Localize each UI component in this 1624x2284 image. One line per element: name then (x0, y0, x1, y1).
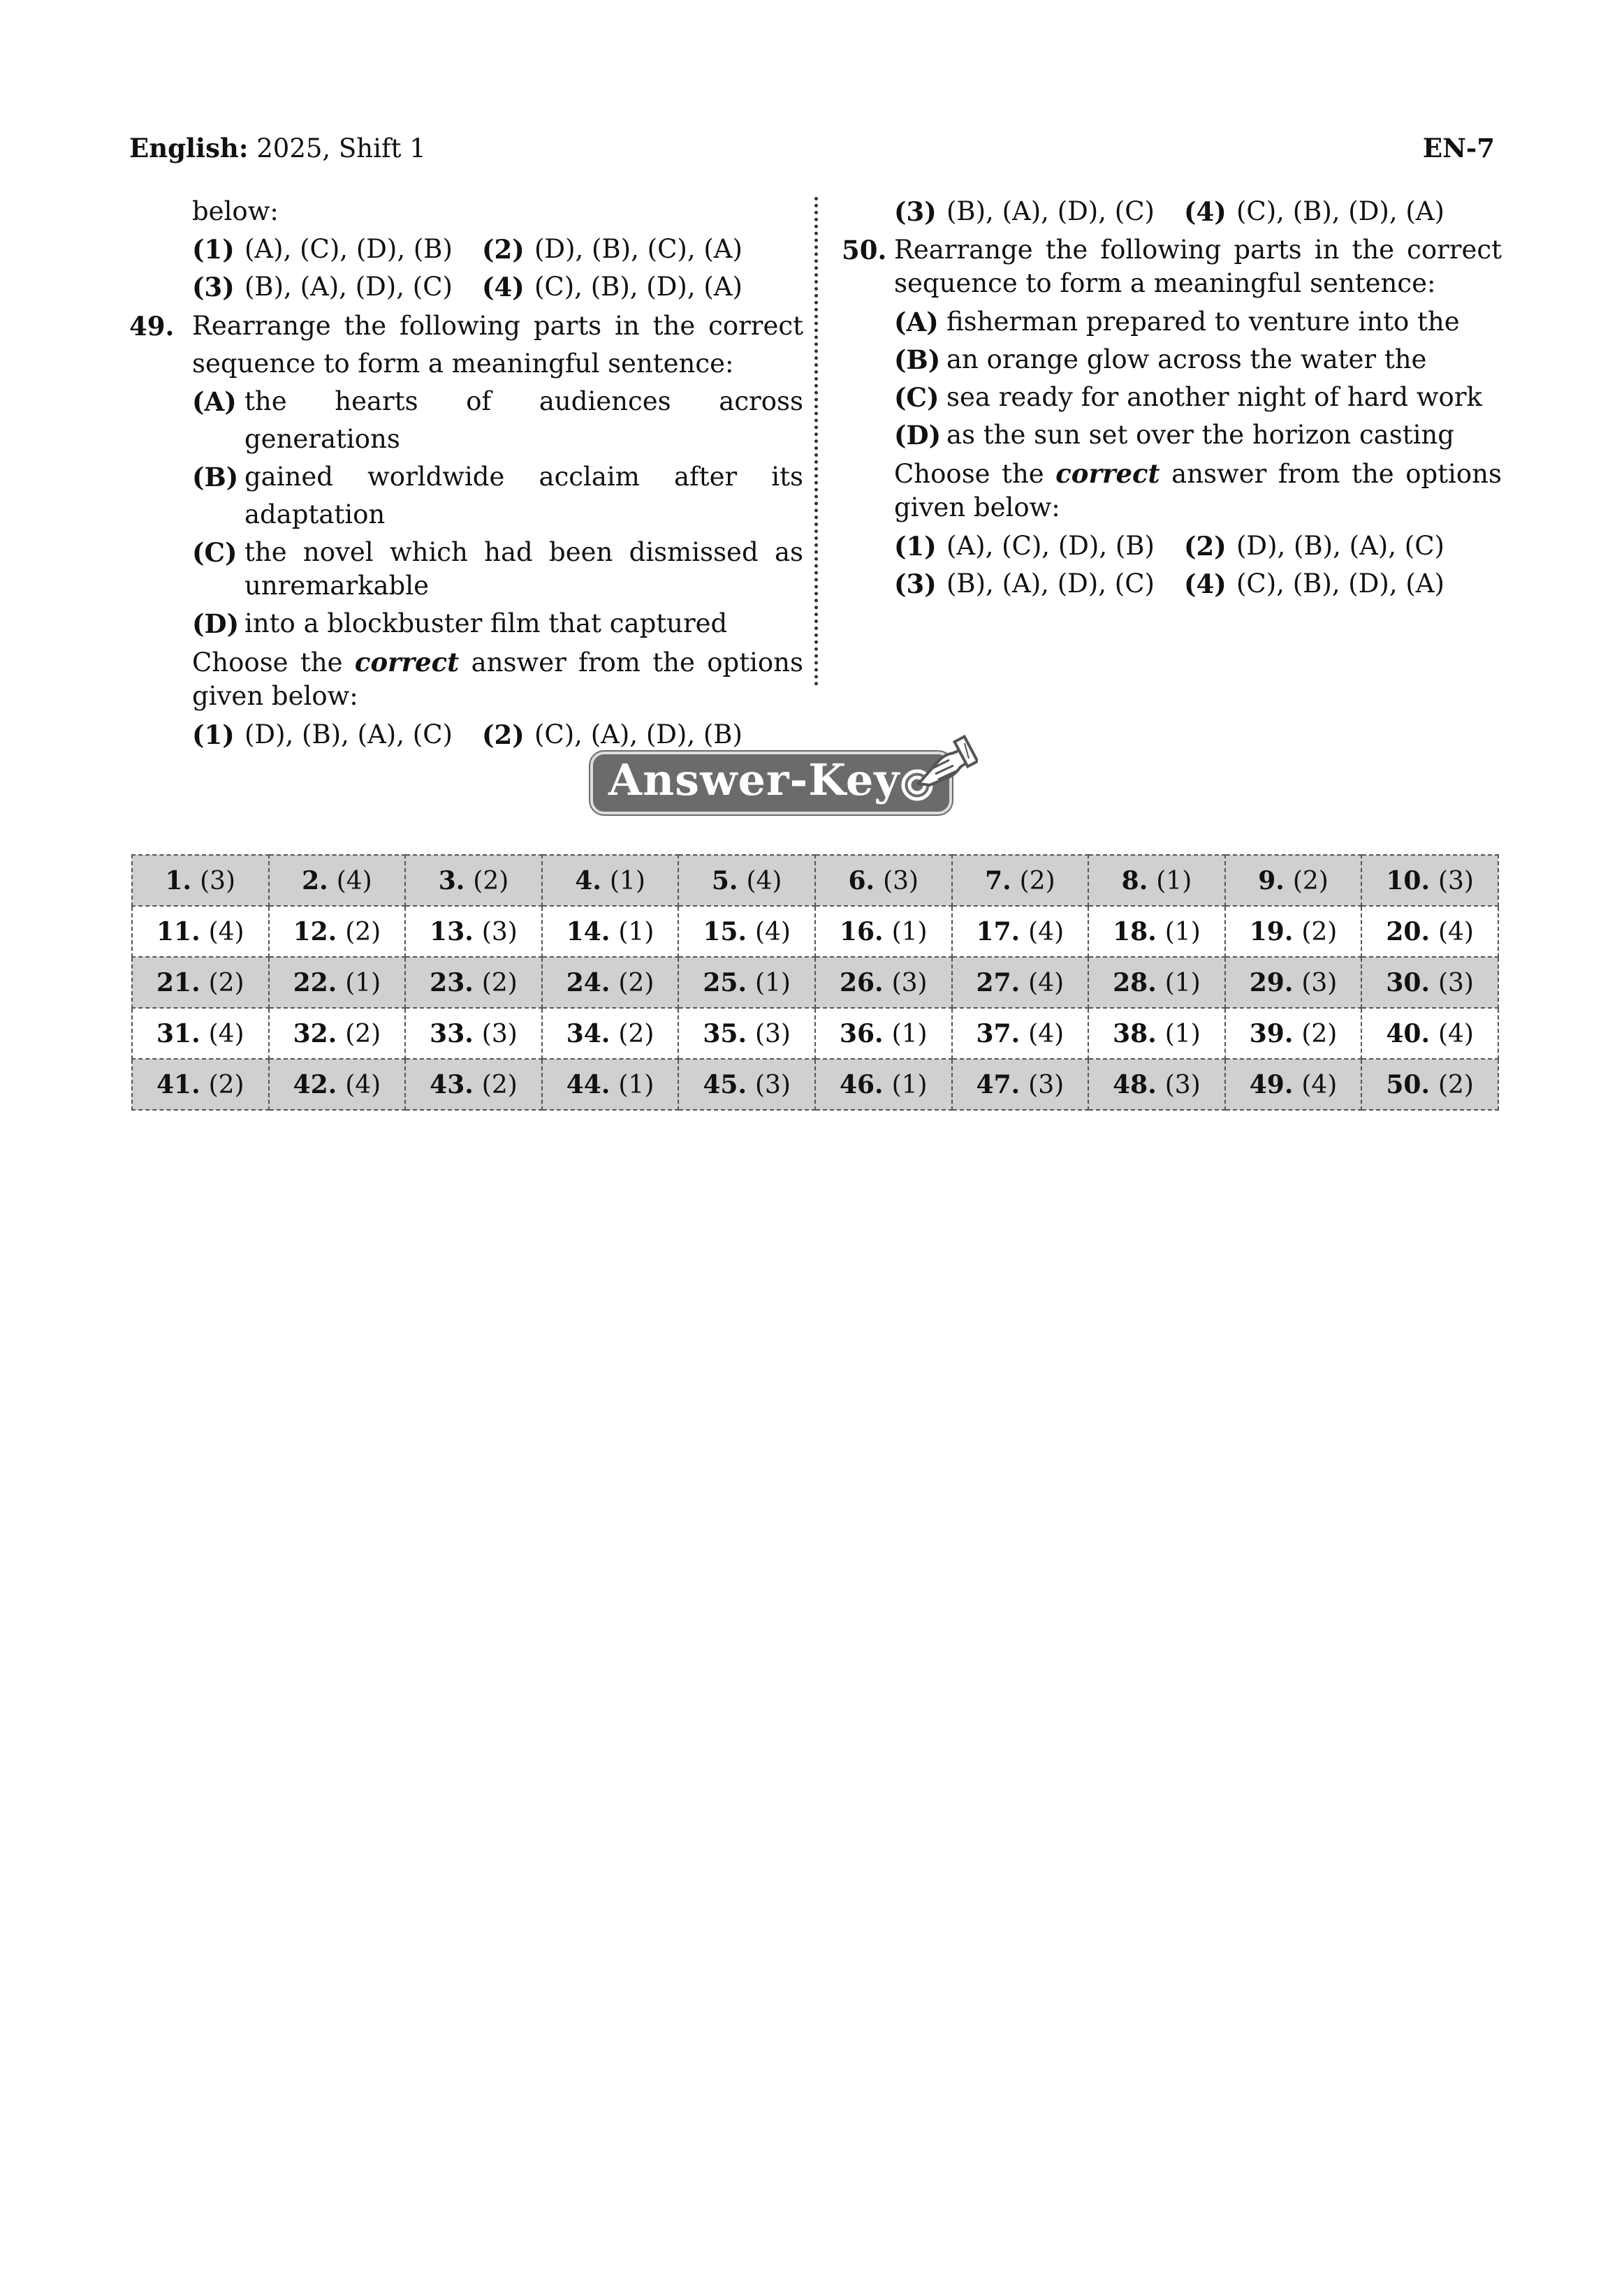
answer-number: 17. (976, 916, 1021, 946)
pointing-hand-icon (891, 718, 978, 802)
answer-number: 10. (1386, 865, 1430, 895)
answer-number: 46. (839, 1069, 884, 1099)
answer-number: 41. (156, 1069, 200, 1099)
question-50 (842, 233, 1502, 300)
answer-number: 22. (293, 967, 337, 997)
answer-cell (1361, 906, 1498, 957)
answer-cell (678, 1059, 815, 1110)
option: (1) (A), (C), (D), (B) (192, 234, 453, 265)
answer-number: 11. (156, 916, 200, 946)
answer-number: 37. (976, 1018, 1021, 1048)
part-a: (A) the hearts of audiences across generations (192, 386, 803, 454)
answer-cell (542, 957, 679, 1008)
option: (4) (C), (B), (D), (A) (482, 272, 742, 302)
answer-value: (2) (618, 968, 654, 997)
answer-value: (4) (746, 866, 782, 895)
answer-cell (815, 1059, 952, 1110)
answer-number: 7. (985, 865, 1011, 895)
answer-cell (269, 855, 406, 906)
answer-value: (4) (1028, 1019, 1065, 1048)
answer-cell (1088, 957, 1225, 1008)
answer-cell (952, 906, 1089, 957)
part-c: (C) sea ready for another night of hard work (894, 382, 1482, 413)
answer-value: (3) (754, 1070, 791, 1099)
answer-cell (542, 1008, 679, 1059)
answer-cell (542, 1059, 679, 1110)
answer-cell (132, 957, 269, 1008)
part-c-line1: the novel which had been dismissed as (244, 537, 803, 567)
table-row (132, 906, 1498, 957)
answer-value: (4) (1028, 917, 1065, 946)
answer-cell (1088, 1008, 1225, 1059)
answer-number: 12. (293, 916, 337, 946)
answer-value: (3) (754, 1019, 791, 1048)
answer-value: (4) (1438, 917, 1474, 946)
options-row (842, 527, 1502, 565)
answer-number: 49. (1249, 1069, 1294, 1099)
answer-number: 28. (1113, 967, 1157, 997)
answer-number: 1. (165, 865, 192, 895)
option: (3) (B), (A), (D), (C) (894, 569, 1155, 599)
answer-value: (2) (208, 968, 244, 997)
answer-number: 9. (1258, 865, 1285, 895)
answer-number: 50. (1386, 1069, 1430, 1099)
answer-cell (678, 1008, 815, 1059)
answer-cell (678, 855, 815, 906)
answer-cell (952, 1059, 1089, 1110)
table-row (132, 957, 1498, 1008)
answer-cell (815, 957, 952, 1008)
answer-number: 24. (566, 967, 610, 997)
answer-number: 39. (1249, 1018, 1294, 1048)
answer-cell (1361, 957, 1498, 1008)
question-text: Rearrange the following parts in the correct sequence to form a meaningful sentence: (192, 311, 803, 379)
answer-value: (2) (618, 1019, 654, 1048)
answer-number: 5. (711, 865, 738, 895)
answer-number: 6. (848, 865, 875, 895)
page-code: EN-7 (1422, 133, 1495, 163)
answer-cell (815, 1008, 952, 1059)
answer-number: 21. (156, 967, 200, 997)
answer-value: (1) (618, 917, 654, 946)
answer-cell (132, 855, 269, 906)
answer-cell (815, 855, 952, 906)
answer-number: 42. (293, 1069, 337, 1099)
part-c-line2: unremarkable (244, 571, 429, 601)
answer-number: 20. (1386, 916, 1430, 946)
answer-cell (269, 1059, 406, 1110)
answer-number: 27. (976, 967, 1021, 997)
answer-value: (4) (345, 1070, 381, 1099)
question-text: Rearrange the following parts in the correct sequence to form a meaningful sentence: (894, 235, 1502, 298)
answer-value: (3) (891, 968, 928, 997)
answer-cell (405, 1008, 542, 1059)
instruction: Choose the correct answer from the options given below: (894, 458, 1502, 522)
answer-number: 23. (430, 967, 474, 997)
question-number: 50. (842, 235, 887, 265)
answer-number: 35. (703, 1018, 747, 1048)
answer-cell (269, 906, 406, 957)
answer-number: 2. (302, 865, 328, 895)
table-row (132, 855, 1498, 906)
answer-number: 31. (156, 1018, 200, 1048)
answer-cell (1361, 1008, 1498, 1059)
answer-value: (2) (208, 1070, 244, 1099)
answer-key-banner (590, 718, 967, 812)
answer-value: (1) (1164, 917, 1201, 946)
answer-value: (4) (336, 866, 372, 895)
answer-value: (3) (200, 866, 236, 895)
options-row (842, 565, 1502, 603)
answer-value: (1) (1164, 1019, 1201, 1048)
answer-value: (2) (1301, 1019, 1338, 1048)
answer-number: 34. (566, 1018, 610, 1048)
answer-number: 18. (1113, 916, 1157, 946)
answer-value: (1) (609, 866, 645, 895)
answer-number: 8. (1121, 865, 1148, 895)
answer-cell (1225, 906, 1362, 957)
subject-label: English: (129, 133, 249, 163)
part-b: (B) gained worldwide acclaim after its adaptation (192, 462, 803, 529)
answer-cell (405, 1059, 542, 1110)
page-header-title (129, 133, 426, 163)
answer-value: (2) (345, 1019, 381, 1048)
carry-over-text: below: (192, 196, 279, 226)
option: (3) (B), (A), (D), (C) (894, 196, 1155, 227)
answer-value: (2) (1301, 917, 1338, 946)
answer-cell (952, 1008, 1089, 1059)
answer-value: (1) (345, 968, 381, 997)
instruction: Choose the correct answer from the options given below: (192, 647, 803, 711)
answer-number: 48. (1113, 1069, 1157, 1099)
answer-value: (3) (481, 917, 518, 946)
answer-cell (405, 957, 542, 1008)
answer-cell (678, 957, 815, 1008)
answer-value: (1) (891, 1019, 928, 1048)
part-c: (C) the novel which had been dismissed as unremarkable (129, 536, 803, 603)
answer-number: 29. (1249, 967, 1294, 997)
answer-cell (542, 855, 679, 906)
part-b: (B) an orange glow across the water the (894, 344, 1427, 375)
answer-value: (1) (891, 1070, 928, 1099)
right-column (842, 193, 1502, 603)
answer-value: (3) (883, 866, 919, 895)
answer-cell (269, 957, 406, 1008)
option: (2) (D), (B), (A), (C) (1184, 531, 1444, 562)
answer-cell (542, 906, 679, 957)
answer-value: (1) (1164, 968, 1201, 997)
answer-cell (132, 1059, 269, 1110)
answer-value: (4) (754, 917, 791, 946)
answer-cell (815, 906, 952, 957)
answer-value: (3) (1438, 866, 1474, 895)
options-row (129, 268, 803, 306)
answer-number: 30. (1386, 967, 1430, 997)
answer-cell (132, 906, 269, 957)
answer-value: (1) (754, 968, 791, 997)
option: (4) (C), (B), (D), (A) (1184, 569, 1444, 599)
answer-value: (4) (1301, 1070, 1338, 1099)
answer-number: 3. (438, 865, 465, 895)
answer-value: (4) (1028, 968, 1065, 997)
question-49 (129, 307, 803, 383)
answer-value: (2) (473, 866, 509, 895)
options-row (129, 230, 803, 268)
answer-cell (952, 957, 1089, 1008)
answer-value: (3) (1164, 1070, 1201, 1099)
answer-key-table (131, 854, 1499, 1111)
answer-value: (2) (345, 917, 381, 946)
column-divider (814, 197, 818, 686)
session-label: 2025, Shift 1 (256, 133, 426, 163)
answer-value: (1) (1156, 866, 1192, 895)
table-row (132, 1059, 1498, 1110)
answer-number: 36. (839, 1018, 884, 1048)
answer-number: 40. (1386, 1018, 1430, 1048)
option: (2) (C), (A), (D), (B) (482, 719, 742, 750)
answer-number: 32. (293, 1018, 337, 1048)
answer-number: 45. (703, 1069, 747, 1099)
answer-cell (1361, 855, 1498, 906)
answer-cell (1225, 957, 1362, 1008)
option: (1) (D), (B), (A), (C) (192, 719, 453, 750)
answer-value: (2) (1019, 866, 1055, 895)
answer-cell (678, 906, 815, 957)
answer-value: (2) (1438, 1070, 1474, 1099)
answer-value: (3) (1028, 1070, 1065, 1099)
option: (3) (B), (A), (D), (C) (192, 272, 453, 302)
answer-value: (4) (208, 1019, 244, 1048)
answer-cell (952, 855, 1089, 906)
answer-value: (2) (481, 1070, 518, 1099)
answer-number: 16. (839, 916, 884, 946)
answer-number: 43. (430, 1069, 474, 1099)
answer-number: 47. (976, 1069, 1021, 1099)
answer-value: (2) (481, 968, 518, 997)
answer-number: 13. (430, 916, 474, 946)
answer-number: 25. (703, 967, 747, 997)
answer-cell (132, 1008, 269, 1059)
answer-value: (3) (481, 1019, 518, 1048)
answer-value: (3) (1438, 968, 1474, 997)
options-row (842, 193, 1502, 230)
answer-value: (4) (1438, 1019, 1474, 1048)
answer-number: 19. (1249, 916, 1294, 946)
answer-cell (405, 906, 542, 957)
answer-number: 26. (839, 967, 884, 997)
answer-cell (1088, 1059, 1225, 1110)
answer-cell (1225, 1059, 1362, 1110)
answer-number: 4. (575, 865, 601, 895)
option: (2) (D), (B), (C), (A) (482, 234, 742, 265)
table-row (132, 1008, 1498, 1059)
option: (1) (A), (C), (D), (B) (894, 531, 1155, 562)
answer-cell (1225, 1008, 1362, 1059)
answer-cell (1088, 855, 1225, 906)
answer-number: 15. (703, 916, 747, 946)
answer-value: (2) (1292, 866, 1329, 895)
answer-value: (3) (1301, 968, 1338, 997)
answer-number: 14. (566, 916, 610, 946)
answer-cell (405, 855, 542, 906)
question-number: 49. (129, 311, 175, 342)
part-d: (D) as the sun set over the horizon casting (894, 420, 1454, 451)
answer-key-title: Answer-Key (608, 754, 900, 805)
answer-number: 33. (430, 1018, 474, 1048)
answer-value: (4) (208, 917, 244, 946)
answer-number: 38. (1113, 1018, 1157, 1048)
answer-cell (1361, 1059, 1498, 1110)
answer-cell (1088, 906, 1225, 957)
answer-value: (1) (618, 1070, 654, 1099)
answer-number: 44. (566, 1069, 610, 1099)
option: (4) (C), (B), (D), (A) (1184, 196, 1444, 227)
part-d: (D) into a blockbuster film that captured (192, 608, 728, 639)
answer-cell (269, 1008, 406, 1059)
left-column (129, 193, 803, 754)
part-a: (A) fisherman prepared to venture into the (894, 307, 1460, 337)
answer-value: (1) (891, 917, 928, 946)
answer-cell (1225, 855, 1362, 906)
